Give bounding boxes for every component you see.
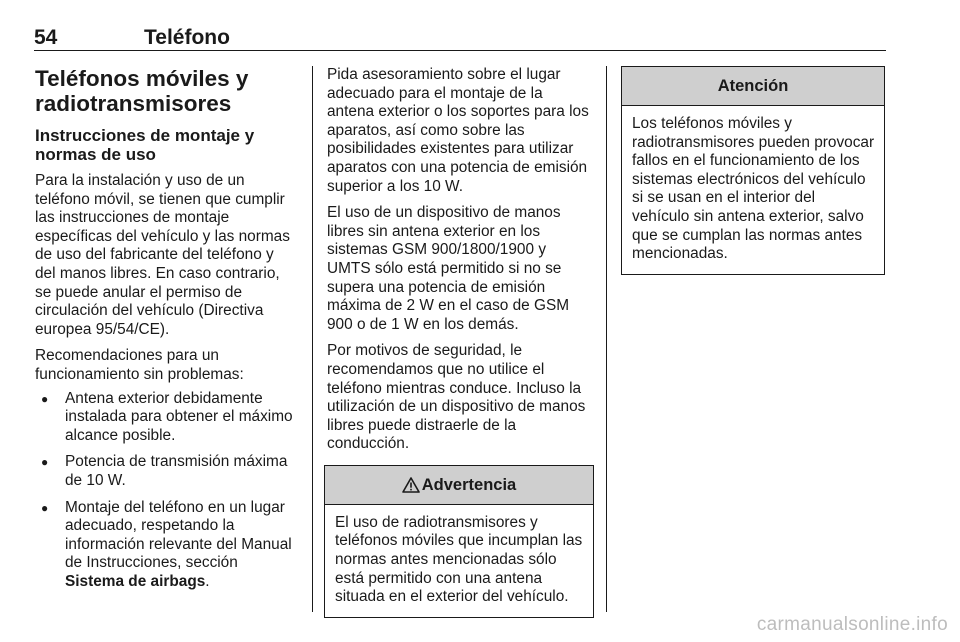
watermark: carmanualsonline.info [756, 614, 948, 635]
recommendation-list [35, 390, 297, 592]
paragraph: Para la instalación y uso de un teléfono móvil, se tienen que cumplir las instrucciones de montaje específicas del vehículo y las normas de uso del fabricante del teléfono y del manos libres. En caso contrario, se puede anular el permiso de circulación del vehículo (Directiva europea 95/54/CE). [35, 172, 290, 338]
warning-text: El uso de radiotransmisores y teléfonos móviles que incumplan las normas antes mencionadas sólo está permitido con una antena situada en el exterior del vehículo. [335, 513, 583, 606]
notice-box [621, 66, 885, 275]
warning-header [325, 466, 593, 505]
list-item: ● Montaje del teléfono en un lugar adecuado, respetando la información relevante del Manual de Instrucciones, sección Sistema de airbags. [35, 499, 297, 592]
notice-header [622, 67, 884, 106]
column-divider [312, 66, 313, 612]
page-header [34, 22, 886, 51]
column-middle [327, 66, 592, 618]
page-number: 54 [34, 26, 58, 49]
paragraph: Recomendaciones para un funcionamiento sin problemas: [35, 347, 244, 383]
warning-title: Advertencia [421, 475, 517, 494]
sub-heading: Instrucciones de montaje y normas de uso [35, 126, 255, 164]
main-heading: Teléfonos móviles y radiotransmisores [35, 66, 249, 116]
warning-box [324, 465, 594, 618]
list-item: ● Potencia de transmisión máxima de 10 W. [35, 453, 297, 490]
column-left [35, 66, 297, 599]
section-title: Teléfono [144, 26, 230, 49]
paragraph: El uso de un dispositivo de manos libres sin antena exterior en los sistemas GSM 900/1800/1900 y UMTS sólo está permitido si no se supera una potencia de emisión máxima de 2 W en el caso de GSM 900 o de 1 W en los demás. [327, 204, 570, 333]
notice-text: Los teléfonos móviles y radiotransmisores pueden provocar fallos en el funcionamiento de los sistemas electrónicos del vehículo si se usan en el interior del vehículo sin antena exterior, salvo que se cumplan las normas antes mencionadas. [632, 115, 875, 263]
paragraph: Por motivos de seguridad, le recomendamos que no utilice el teléfono mientras conduce. Incluso la utilización de un dispositivo de manos libres puede distraerle de la conducción. [327, 342, 586, 453]
airbag-section-link[interactable]: Sistema de airbags [65, 572, 206, 590]
warning-triangle-icon [402, 477, 420, 493]
notice-title: Atención [717, 76, 789, 95]
list-item: ● Antena exterior debidamente instalada para obtener el máximo alcance posible. [35, 390, 297, 446]
paragraph: Pida asesoramiento sobre el lugar adecuado para el montaje de la antena exterior o los soportes para los aparatos, así como sobre las posibilidades existentes para utilizar aparatos con una potencia de emisión superior a los 10 W. [327, 66, 589, 195]
column-right [621, 66, 885, 275]
column-divider [606, 66, 607, 612]
